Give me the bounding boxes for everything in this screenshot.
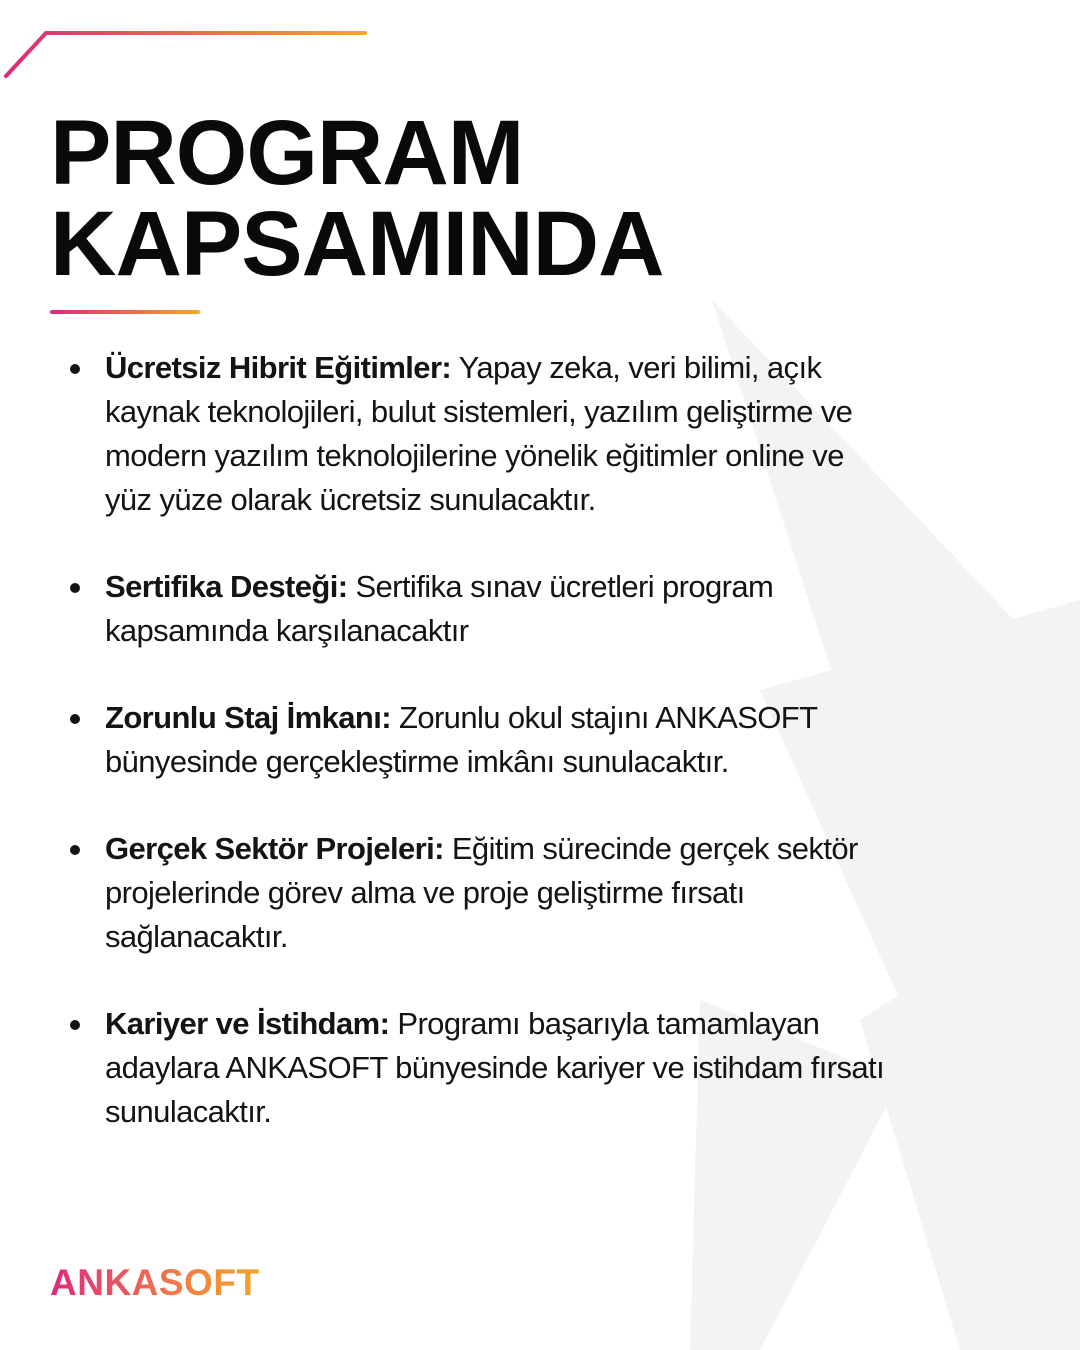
bullet-text: Eğitim sürecinde gerçek sektör projelerinde görev alma ve proje geliştirme fırsatı sağlanacaktır. bbox=[105, 831, 858, 954]
title-underline bbox=[50, 310, 200, 314]
bullet-title: Gerçek Sektör Projeleri: bbox=[105, 831, 444, 866]
bullet-title: Zorunlu Staj İmkanı: bbox=[105, 700, 391, 735]
page-title-line-1: PROGRAM bbox=[50, 102, 524, 204]
bullet-dot-icon bbox=[70, 583, 80, 593]
bullet-text: Yapay zeka, veri bilimi, açık kaynak teknolojileri, bulut sistemleri, yazılım geliştirme ve modern yazılım teknolojilerine yönelik eğitimler online ve yüz yüze olarak ücretsiz sunulacaktır. bbox=[105, 350, 853, 517]
bullet-dot-icon bbox=[70, 364, 80, 374]
bullet-dot-icon bbox=[70, 1020, 80, 1030]
list-item bbox=[68, 1002, 898, 1134]
brand-logo: ANKASOFT bbox=[50, 1262, 260, 1303]
program-features-list bbox=[68, 346, 898, 1177]
page-title-line-2: KAPSAMINDA bbox=[50, 193, 664, 295]
page-title bbox=[50, 102, 664, 295]
bullet-text: Sertifika sınav ücretleri program kapsamında karşılanacaktır bbox=[105, 569, 774, 648]
bullet-title: Kariyer ve İstihdam: bbox=[105, 1006, 390, 1041]
list-item bbox=[68, 346, 898, 522]
bullet-title: Sertifika Desteği: bbox=[105, 569, 348, 604]
bullet-text: Zorunlu okul stajını ANKASOFT bünyesinde gerçekleştirme imkânı sunulacaktır. bbox=[105, 700, 817, 779]
bullet-dot-icon bbox=[70, 714, 80, 724]
bullet-dot-icon bbox=[70, 845, 80, 855]
bullet-text: Programı başarıyla tamamlayan adaylara ANKASOFT bünyesinde kariyer ve istihdam fırsatı sunulacaktır. bbox=[105, 1006, 885, 1129]
list-item bbox=[68, 696, 898, 784]
top-accent-line bbox=[0, 0, 400, 90]
list-item bbox=[68, 827, 898, 959]
bullet-title: Ücretsiz Hibrit Eğitimler: bbox=[105, 350, 452, 385]
list-item bbox=[68, 565, 898, 653]
